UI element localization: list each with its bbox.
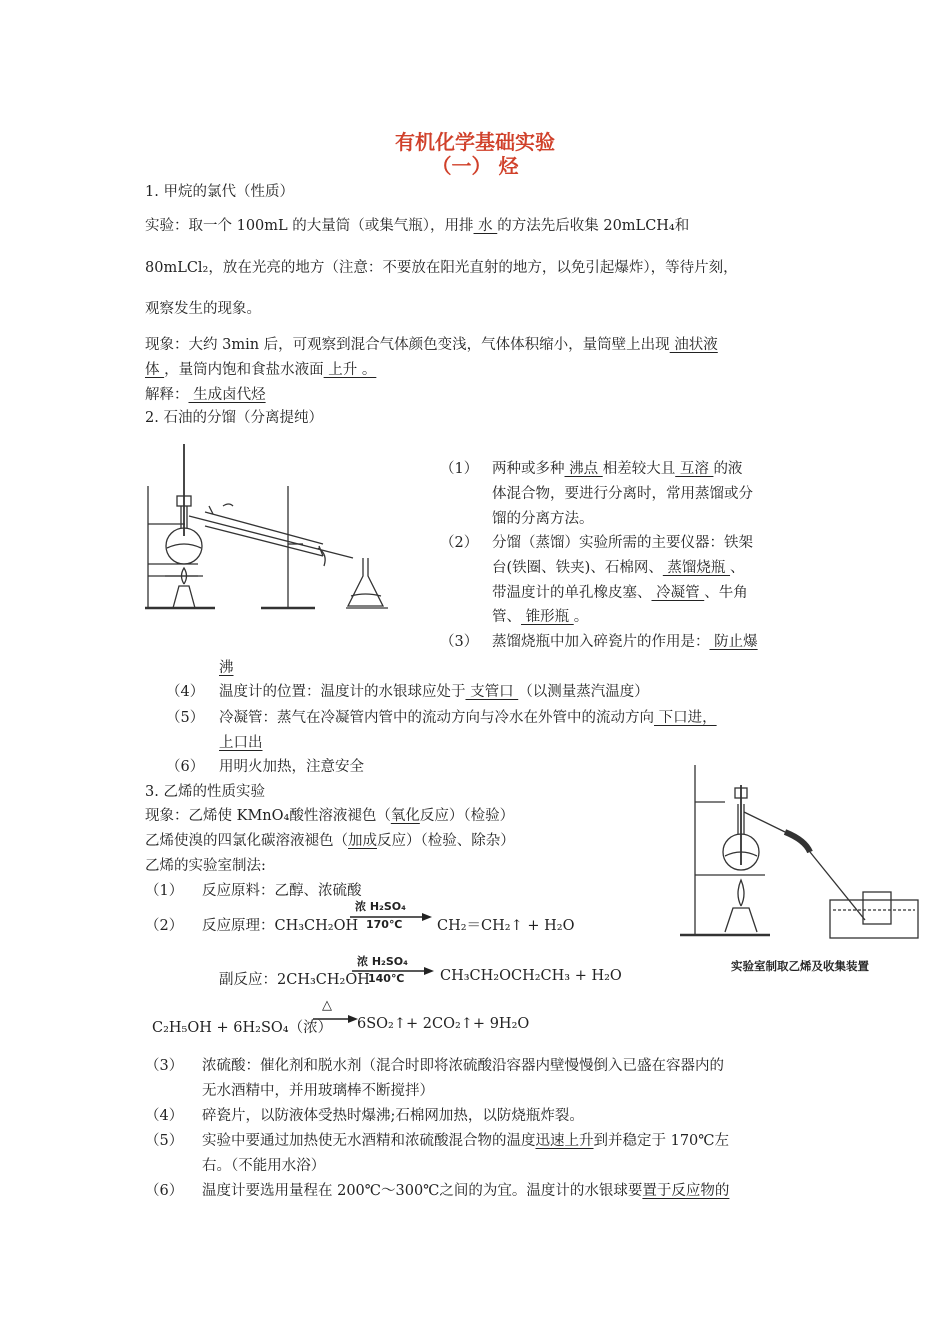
figure-caption: 实验室制取乙烯及收集装置 xyxy=(731,959,869,973)
s2-item4-number: （4） xyxy=(166,684,205,700)
section-3-heading: 3. 乙烯的性质实验 xyxy=(145,784,265,800)
blank-answer: 冷凝管 xyxy=(651,585,705,601)
s2-item2-number: （2） xyxy=(440,535,479,551)
s2-item3-line2 xyxy=(219,656,234,677)
blank-answer: 体 xyxy=(145,362,165,378)
text: 两种或多种 xyxy=(492,461,565,477)
ethylene-apparatus-figure xyxy=(675,760,925,980)
s3-item1-text: 反应原料：乙醇、浓硫酸 xyxy=(202,883,362,899)
section-1-heading: 1. 甲烷的氯代（性质） xyxy=(145,184,294,200)
text: 。 xyxy=(573,609,589,625)
s1-experiment-line1 xyxy=(145,214,689,235)
blank-answer: 上口出 xyxy=(219,735,263,751)
s3-item3-line1: 浓硫酸：催化剂和脱水剂（混合时即将浓硫酸沿容器内壁慢慢倒入已盛在容器内的 xyxy=(202,1058,724,1074)
blank-answer: 锥形瓶 xyxy=(521,609,574,625)
s2-item3-line1 xyxy=(492,630,758,651)
text: 、 xyxy=(730,560,745,576)
reaction-main-products: CH₂＝CH₂↑ + H₂O xyxy=(437,918,575,934)
s3-item6-text xyxy=(202,1179,729,1200)
s2-item1-line2: 体混合物，要进行分离时，常用蒸馏或分 xyxy=(492,486,753,502)
s1-phenomenon-line1 xyxy=(145,333,718,354)
text: 现象：大约 3min 后，可观察到混合气体颜色变浅，气体体积缩小，量筒壁上出现 xyxy=(145,337,670,353)
reaction-oxidation-reactants: C₂H₅OH + 6H₂SO₄（浓） xyxy=(152,1020,333,1036)
text: 乙烯使溴的四氯化碳溶液褪色（ xyxy=(145,833,348,849)
section-2-heading: 2. 石油的分馏（分离提纯） xyxy=(145,410,323,426)
blank-answer: 支管口 xyxy=(465,684,519,700)
blank-answer: 上升 。 xyxy=(323,362,377,378)
s3-phenomenon-line1 xyxy=(145,804,514,825)
distillation-apparatus-figure xyxy=(143,436,393,614)
s2-item6-number: （6） xyxy=(166,759,205,775)
page-title: 有机化学基础实验 xyxy=(395,130,555,154)
blank-answer: 氧化 xyxy=(390,808,420,824)
text: 带温度计的单孔橡皮塞、 xyxy=(492,585,652,601)
text: 实验：取一个 100mL 的大量筒（或集气瓶），用排 xyxy=(145,218,474,234)
s1-experiment-line3: 观察发生的现象。 xyxy=(145,301,261,317)
text: 的方法先后收集 20mLCH₄和 xyxy=(497,218,690,234)
s3-preparation-heading: 乙烯的实验室制法: xyxy=(145,858,266,874)
text: （以测量蒸汽温度） xyxy=(518,684,649,700)
text: 现象：乙烯使 KMnO₄酸性溶液褪色（ xyxy=(145,808,391,824)
s2-item5-line2 xyxy=(219,731,263,752)
s3-item4-number: （4） xyxy=(145,1108,184,1124)
s3-item5-number: （5） xyxy=(145,1133,184,1149)
blank-answer: 生成卤代烃 xyxy=(188,387,266,403)
s3-item2-number: （2） xyxy=(145,918,184,934)
blank-answer: 水 xyxy=(473,218,498,234)
blank-answer: 防止爆 xyxy=(709,634,758,650)
s2-item2-line1: 分馏（蒸馏）实验所需的主要仪器：铁架 xyxy=(492,535,753,551)
reaction-oxidation-products: 6SO₂↑+ 2CO₂↑+ 9H₂O xyxy=(357,1016,530,1032)
blank-answer: 蒸馏烧瓶 xyxy=(662,560,731,576)
s3-item3-line2: 无水酒精中，并用玻璃棒不断搅拌） xyxy=(202,1083,434,1099)
s3-item3-number: （3） xyxy=(145,1058,184,1074)
reaction-side-products: CH₃CH₂OCH₂CH₃ + H₂O xyxy=(440,968,622,984)
text: 反应）（检验、除杂） xyxy=(377,833,515,849)
blank-answer: 迅速上升 xyxy=(535,1133,594,1149)
blank-answer: 沸点 xyxy=(564,461,603,477)
text: 管、 xyxy=(492,609,521,625)
text: 解释： xyxy=(145,387,189,403)
s3-item4-text: 碎瓷片，以防液体受热时爆沸;石棉网加热，以防烧瓶炸裂。 xyxy=(202,1108,584,1124)
blank-answer: 沸 xyxy=(219,660,234,676)
reaction-side-reactants: 副反应：2CH₃CH₂OH xyxy=(219,972,370,988)
s2-item1-line1 xyxy=(492,457,742,478)
text: 到并稳定于 170℃左 xyxy=(593,1133,730,1149)
s1-explanation xyxy=(145,383,266,404)
s3-item6-number: （6） xyxy=(145,1183,184,1199)
s2-item2-line4 xyxy=(492,605,588,626)
text: 反应）（检验） xyxy=(419,808,515,824)
s2-item6-text: 用明火加热，注意安全 xyxy=(219,759,364,775)
text: ，量筒内饱和食盐水液面 xyxy=(164,362,324,378)
blank-answer: 油状液 xyxy=(669,337,718,353)
reaction-arrow-icon xyxy=(313,1014,359,1024)
s2-item1-number: （1） xyxy=(440,461,479,477)
reaction-side-catalyst: 浓 H₂SO₄ xyxy=(357,955,408,968)
text: 冷凝管：蒸气在冷凝管内管中的流动方向与冷水在外管中的流动方向 xyxy=(219,710,654,726)
s2-item1-line3: 馏的分离方法。 xyxy=(492,511,594,527)
text: 温度计的位置：温度计的水银球应处于 xyxy=(219,684,466,700)
text: 台(铁圈、铁夹)、石棉网、 xyxy=(492,560,663,576)
reaction-main-reactants: 反应原理：CH₃CH₂OH xyxy=(202,918,359,934)
blank-answer: 加成 xyxy=(348,833,377,849)
s2-item3-number: （3） xyxy=(440,634,479,650)
reaction-main-catalyst: 浓 H₂SO₄ xyxy=(355,900,406,913)
s2-item2-line3 xyxy=(492,581,748,602)
s2-item4-text xyxy=(219,680,649,701)
s3-item1-number: （1） xyxy=(145,883,184,899)
blank-answer: 下口进， xyxy=(654,710,717,726)
s3-item5-line1 xyxy=(202,1129,729,1150)
s2-item5-number: （5） xyxy=(166,710,205,726)
s3-phenomenon-line2 xyxy=(145,829,515,850)
s2-item2-line2 xyxy=(492,556,745,577)
text: 蒸馏烧瓶中加入碎瓷片的作用是： xyxy=(492,634,710,650)
s1-experiment-line2: 80mLCl₂，放在光亮的地方（注意：不要放在阳光直射的地方，以免引起爆炸），等待片刻， xyxy=(145,260,738,276)
text: 实验中要通过加热使无水酒精和浓硫酸混合物的温度 xyxy=(202,1133,536,1149)
reaction-main-temperature: 170℃ xyxy=(366,918,403,931)
s1-phenomenon-line2 xyxy=(145,358,376,379)
text: 相差较大且 xyxy=(602,461,676,477)
heat-symbol: △ xyxy=(322,998,332,1013)
text: 的液 xyxy=(713,461,743,477)
s3-item5-line2: 右。（不能用水浴） xyxy=(202,1158,326,1174)
page-subtitle: （一） 烃 xyxy=(431,154,519,178)
s2-item5-line1 xyxy=(219,706,717,727)
text: 、牛角 xyxy=(704,585,748,601)
reaction-side-temperature: 140℃ xyxy=(368,972,405,985)
blank-answer: 互溶 xyxy=(675,461,714,477)
blank-answer: 置于反应物的 xyxy=(642,1183,730,1199)
text: 温度计要选用量程在 200℃～300℃之间的为宜。温度计的水银球要 xyxy=(202,1183,643,1199)
